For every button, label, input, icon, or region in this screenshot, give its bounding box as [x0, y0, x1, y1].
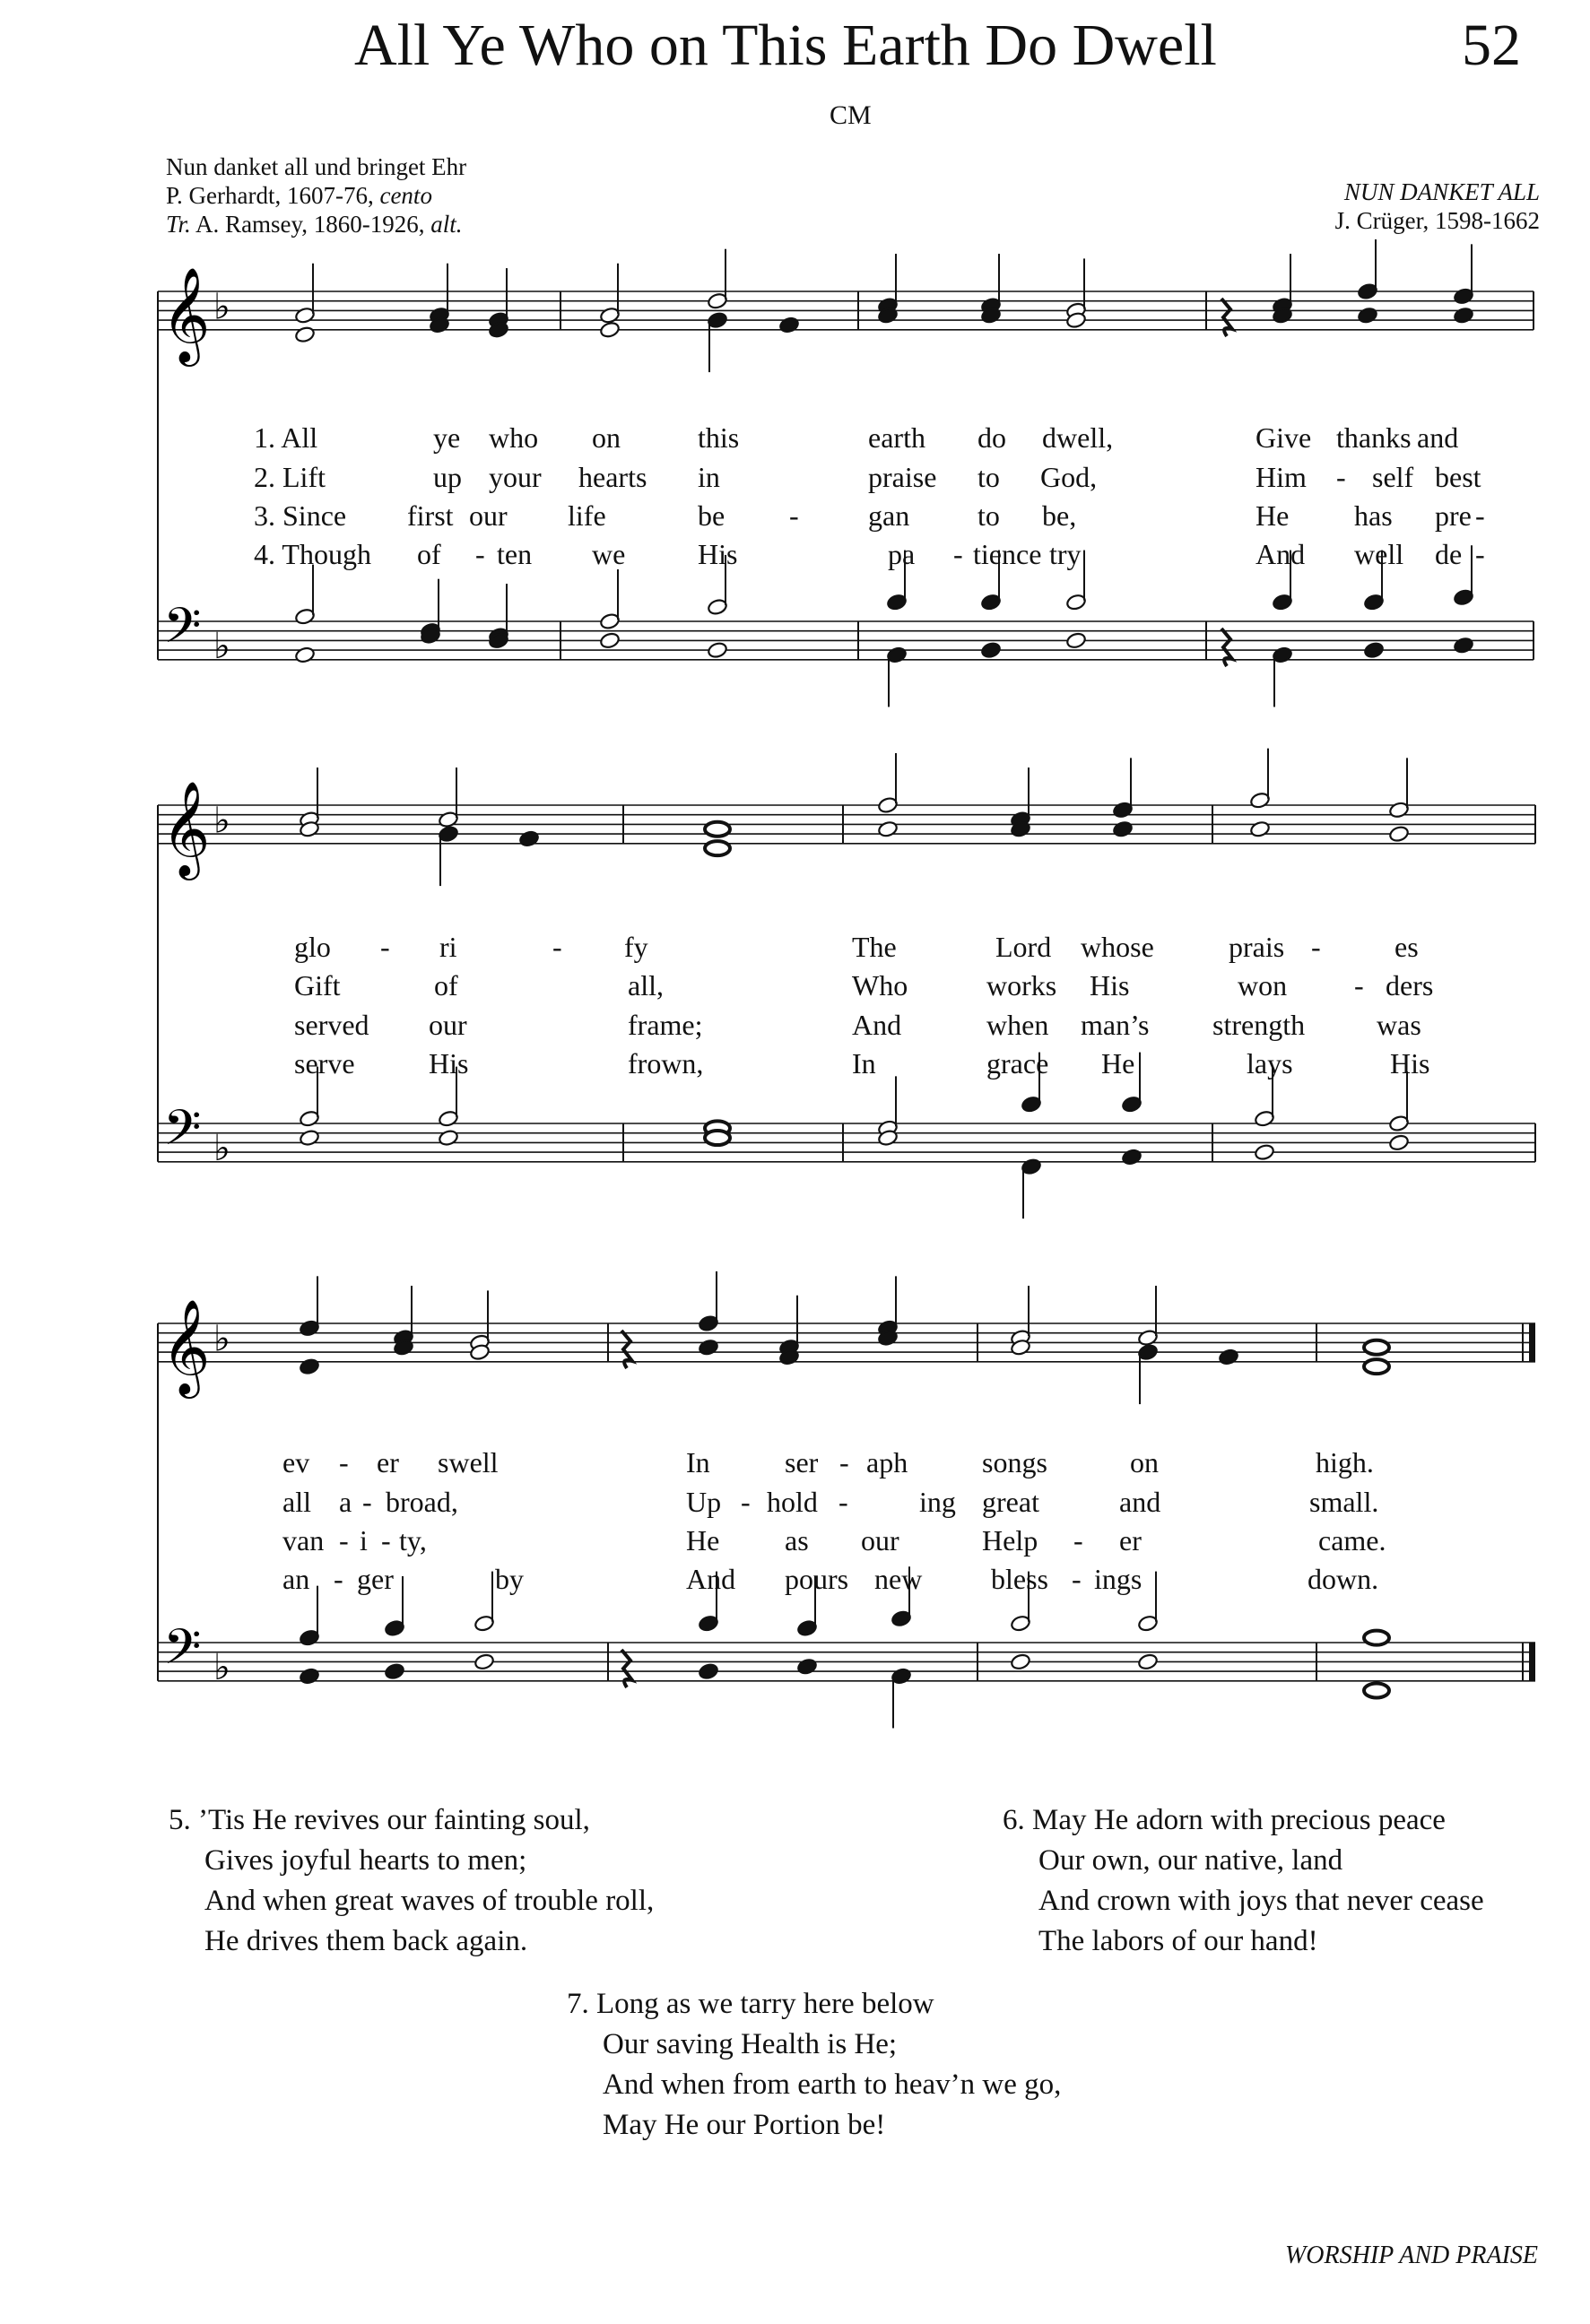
lyric-syllable: man’s [1081, 1009, 1150, 1041]
notehead [299, 1357, 320, 1375]
lyric-syllable: 3. Since [254, 499, 347, 532]
lyric-syllable: we [592, 538, 626, 570]
lyric-syllable: hold [767, 1486, 818, 1518]
lyric-syllable: Up [686, 1486, 722, 1518]
lyric-syllable: lays [1247, 1047, 1293, 1080]
lyric-syllable: - [1073, 1524, 1083, 1557]
lyric-syllable: best [1435, 461, 1481, 493]
lyric-syllable: who [489, 421, 539, 454]
lyric-syllable: bless [991, 1563, 1048, 1595]
notehead [599, 321, 621, 339]
lyric-syllable: gan [868, 499, 910, 532]
notehead [299, 1129, 320, 1147]
lyric-syllable: - [953, 538, 963, 570]
lyric-syllable: on [592, 421, 621, 454]
lyric-syllable: your [489, 461, 542, 493]
section-footer: WORSHIP AND PRAISE [1284, 2242, 1538, 2269]
notehead [1065, 631, 1087, 649]
lyric-syllable: in [698, 461, 720, 493]
lyric-syllable: He [686, 1524, 720, 1557]
notehead [1249, 820, 1271, 838]
lyric-syllable: all [282, 1486, 311, 1518]
lyric-syllable: to [977, 461, 1000, 493]
key-flat: ♭ [213, 1647, 230, 1689]
lyric-syllable: aph [866, 1446, 908, 1479]
lyric-syllable: ing [919, 1486, 956, 1518]
lyric-syllable: ty, [399, 1524, 427, 1557]
lyric-syllable: ser [785, 1446, 819, 1479]
verse-line: And crown with joys that never cease [1038, 1885, 1484, 1917]
lyric-syllable: down. [1308, 1563, 1379, 1595]
hymn-number: 52 [1462, 13, 1521, 78]
lyric-syllable: swell [438, 1446, 499, 1479]
tune-name: NUN DANKET ALL [1343, 178, 1540, 205]
verse-line: 5. ’Tis He revives our fainting soul, [169, 1804, 590, 1836]
lyric-syllable: as [785, 1524, 809, 1557]
lyric-syllable: praise [868, 461, 937, 493]
verse-line: Our saving Health is He; [603, 2028, 898, 2060]
lyric-syllable: His [429, 1047, 469, 1080]
lyric-syllable: 1. All [254, 421, 318, 454]
lyric-syllable: - [381, 1524, 391, 1557]
lyric-syllable: - [380, 931, 390, 963]
translator-line: Tr. A. Ramsey, 1860-1926, alt. [166, 211, 463, 238]
lyric-syllable: Him [1255, 461, 1307, 493]
notehead [778, 316, 800, 334]
lyric-syllable: strength [1212, 1009, 1306, 1041]
lyric-syllable: prais [1229, 931, 1285, 963]
lyric-syllable: - [1475, 538, 1485, 570]
lyric-syllable: be, [1042, 499, 1077, 532]
notehead [698, 1662, 719, 1680]
whole-note [1364, 1340, 1389, 1355]
lyric-syllable: Help [982, 1524, 1038, 1557]
bass-clef: 𝄢 [163, 1099, 202, 1169]
verse-line: May He our Portion be! [603, 2109, 886, 2141]
lyric-syllable: - [475, 538, 485, 570]
lyric-syllable: hearts [578, 461, 647, 493]
notehead [474, 1652, 495, 1670]
notehead [1363, 641, 1385, 659]
final-barline [1529, 1323, 1535, 1362]
lyric-syllable: er [377, 1446, 399, 1479]
lyric-syllable: ger [357, 1563, 394, 1595]
notehead [518, 829, 540, 847]
lyric-syllable: glo [294, 931, 331, 963]
verse-line: And when from earth to heav’n we go, [603, 2068, 1062, 2101]
lyric-syllable: In [686, 1446, 710, 1479]
verse-line: 7. Long as we tarry here below [567, 1988, 934, 2020]
lyric-syllable: frame; [628, 1009, 703, 1041]
lyric-syllable: And [1255, 538, 1306, 570]
notehead [299, 1667, 320, 1685]
notehead [1218, 1348, 1239, 1366]
lyric-syllable: His [1390, 1047, 1430, 1080]
quarter-rest [621, 1650, 632, 1687]
lyric-syllable: great [982, 1486, 1039, 1518]
lyric-syllable: Who [852, 969, 908, 1002]
lyric-syllable: - [339, 1524, 349, 1557]
lyric-syllable: God, [1040, 461, 1098, 493]
verse-7 [567, 1984, 1061, 2146]
lyric-syllable: has [1354, 499, 1393, 532]
lyric-syllable: And [686, 1563, 736, 1595]
quarter-rest [1221, 629, 1232, 666]
key-flat: ♭ [213, 1318, 230, 1360]
notehead [294, 325, 316, 343]
lyric-syllable: ye [433, 421, 461, 454]
lyric-syllable: earth [868, 421, 925, 454]
original-text-line: Nun danket all und bringet Ehr [166, 153, 467, 180]
lyric-syllable: - [339, 1446, 349, 1479]
lyric-syllable: dwell, [1042, 421, 1114, 454]
lyric-syllable: this [698, 421, 740, 454]
lyric-syllable: life [568, 499, 606, 532]
lyric-syllable: - [741, 1486, 751, 1518]
lyric-syllable: es [1395, 931, 1419, 963]
lyric-syllable: do [977, 421, 1006, 454]
notehead [1388, 825, 1410, 843]
lyric-syllable: ders [1386, 969, 1434, 1002]
lyric-syllable: be [698, 499, 725, 532]
lyric-syllable: works [986, 969, 1057, 1002]
lyric-syllable: He [1255, 499, 1290, 532]
lyric-syllable: - [362, 1486, 372, 1518]
whole-note [705, 1131, 730, 1145]
verse-line: The labors of our hand! [1038, 1925, 1318, 1957]
hymn-title: All Ye Who on This Earth Do Dwell [354, 13, 1217, 78]
whole-note [705, 822, 730, 837]
lyric-syllable: ten [497, 538, 533, 570]
lyric-syllable: thanks [1336, 421, 1412, 454]
notehead [1254, 1143, 1275, 1161]
lyric-syllable: In [852, 1047, 876, 1080]
lyric-syllable: our [429, 1009, 467, 1041]
composer-line: J. Crüger, 1598-1662 [1334, 207, 1540, 234]
lyric-syllable: a [339, 1486, 352, 1518]
lyric-syllable: i [360, 1524, 368, 1557]
lyric-syllable: - [552, 931, 562, 963]
lyric-syllable: small. [1309, 1486, 1379, 1518]
lyric-syllable: - [1354, 969, 1364, 1002]
notehead [1453, 307, 1474, 325]
lyric-syllable: pa [888, 538, 916, 570]
lyric-syllable: 4. Though [254, 538, 371, 570]
notehead [1137, 1652, 1159, 1670]
lyric-syllable: up [433, 461, 462, 493]
treble-clef: 𝄞 [161, 265, 211, 362]
lyric-syllable: to [977, 499, 1000, 532]
notehead [1388, 1133, 1410, 1151]
lyric-syllable: broad, [386, 1486, 458, 1518]
lyric-syllable: was [1377, 1009, 1421, 1041]
notehead [1121, 1148, 1143, 1166]
lyric-syllable: grace [986, 1047, 1049, 1080]
notehead [438, 1129, 459, 1147]
verse-line: 6. May He adorn with precious peace [1003, 1804, 1446, 1836]
verse-6 [1003, 1800, 1484, 1962]
notehead [796, 1658, 818, 1676]
lyric-syllable: pre [1435, 499, 1472, 532]
lyric-syllable: He [1101, 1047, 1135, 1080]
lyric-syllable: - [334, 1563, 343, 1595]
lyric-syllable: - [789, 499, 799, 532]
lyric-syllable: fy [624, 931, 648, 963]
lyric-syllable: whose [1081, 931, 1154, 963]
lyric-syllable: frown, [628, 1047, 704, 1080]
lyric-syllable: van [282, 1524, 325, 1557]
key-flat: ♭ [213, 626, 230, 668]
lyric-syllable: - [1072, 1563, 1082, 1595]
notehead [980, 641, 1002, 659]
lyric-syllable: - [1336, 461, 1346, 493]
verse-line: Our own, our native, land [1038, 1844, 1343, 1877]
lyric-syllable: - [838, 1486, 848, 1518]
notehead [1010, 1652, 1031, 1670]
quarter-rest [1221, 299, 1232, 336]
lyric-syllable: our [861, 1524, 899, 1557]
quarter-rest [621, 1331, 632, 1368]
lyric-syllable: His [1090, 969, 1130, 1002]
key-flat: ♭ [213, 286, 230, 328]
notehead [877, 820, 899, 838]
lyric-syllable: And [852, 1009, 902, 1041]
notehead [599, 631, 621, 649]
key-flat: ♭ [213, 1128, 230, 1170]
lyric-syllable: came. [1318, 1524, 1386, 1557]
lyric-syllable: of [434, 969, 458, 1002]
lyric-syllable: won [1238, 969, 1288, 1002]
verse-5 [169, 1800, 654, 1962]
bass-clef: 𝄢 [163, 1618, 202, 1688]
treble-clef: 𝄞 [161, 779, 211, 876]
notehead [707, 641, 728, 659]
lyric-syllable: and [1119, 1486, 1161, 1518]
lyric-syllable: ev [282, 1446, 310, 1479]
lyric-syllable: Give [1255, 421, 1312, 454]
lyric-syllable: well [1354, 538, 1404, 570]
key-flat: ♭ [213, 800, 230, 842]
whole-note [1364, 1359, 1389, 1374]
lyric-syllable: tience [973, 538, 1042, 570]
verse-line: He drives them back again. [204, 1925, 528, 1957]
lyric-syllable: served [294, 1009, 369, 1041]
verse-line: And when great waves of trouble roll, [204, 1885, 655, 1917]
notehead [1112, 820, 1134, 838]
lyric-syllable: pours [785, 1563, 849, 1595]
lyric-syllable: all, [628, 969, 664, 1002]
lyric-syllable: our [469, 499, 508, 532]
meter-label: CM [830, 100, 872, 130]
lyric-syllable: songs [982, 1446, 1047, 1479]
lyric-syllable: Lord [995, 931, 1052, 963]
lyric-syllable: - [839, 1446, 849, 1479]
lyric-syllable: first [407, 499, 454, 532]
lyric-syllable: - [1475, 499, 1485, 532]
lyric-syllable: His [698, 538, 738, 570]
lyric-syllable: er [1119, 1524, 1142, 1557]
notehead [1453, 637, 1474, 655]
notehead [384, 1662, 405, 1680]
final-barline [1529, 1643, 1535, 1681]
notehead [698, 1339, 719, 1357]
verse-line: Gives joyful hearts to men; [204, 1844, 527, 1877]
lyric-syllable: on [1130, 1446, 1159, 1479]
bass-clef: 𝄢 [163, 597, 202, 667]
lyric-syllable: 2. Lift [254, 461, 326, 493]
whole-note [1364, 1631, 1389, 1645]
lyric-syllable: ings [1094, 1563, 1143, 1595]
lyric-syllable: new [874, 1563, 923, 1595]
lyric-syllable: by [495, 1563, 524, 1595]
lyric-syllable: when [986, 1009, 1049, 1041]
lyric-syllable: high. [1316, 1446, 1374, 1479]
lyric-syllable: and [1417, 421, 1459, 454]
lyric-syllable: try [1049, 538, 1082, 570]
lyric-syllable: serve [294, 1047, 355, 1080]
lyric-syllable: of [417, 538, 441, 570]
lyric-syllable: ri [439, 931, 457, 963]
lyric-syllable: an [282, 1563, 310, 1595]
lyric-syllable: The [852, 931, 897, 963]
lyric-syllable: - [1311, 931, 1321, 963]
whole-note [1364, 1684, 1389, 1698]
whole-note [705, 841, 730, 855]
author-line: P. Gerhardt, 1607-76, cento [166, 182, 432, 209]
lyric-syllable: Gift [294, 969, 341, 1002]
notehead [294, 646, 316, 663]
treble-clef: 𝄞 [161, 1297, 211, 1394]
notehead [1357, 307, 1378, 325]
lyric-syllable: de [1435, 538, 1463, 570]
lyric-syllable: self [1372, 461, 1414, 493]
